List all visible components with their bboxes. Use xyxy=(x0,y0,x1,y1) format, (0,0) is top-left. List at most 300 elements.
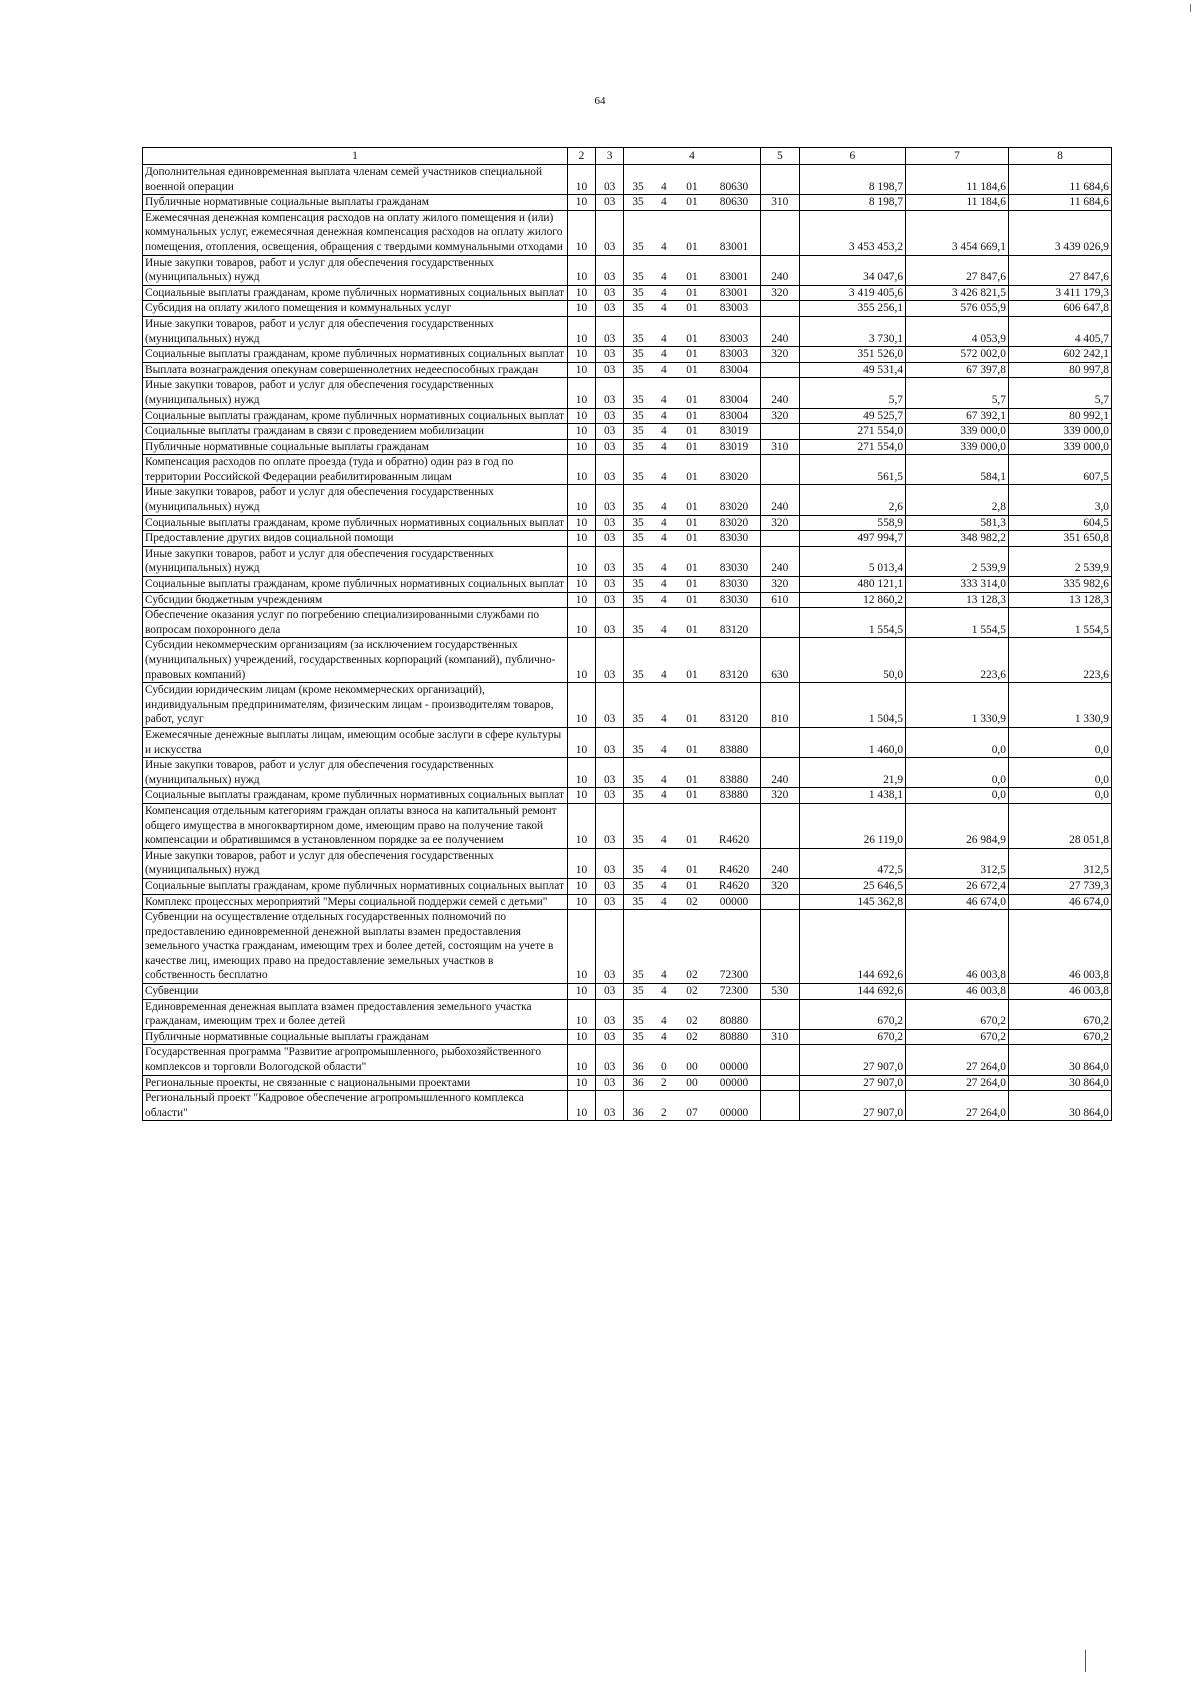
row-subprogram: 4 xyxy=(652,424,676,440)
row-amount-2: 67 397,8 xyxy=(906,362,1009,378)
row-section: 10 xyxy=(567,455,595,485)
row-amount-2: 581,3 xyxy=(906,515,1009,531)
row-amount-1: 8 198,7 xyxy=(799,195,905,211)
row-amount-1: 49 525,7 xyxy=(799,408,905,424)
row-amount-1: 1 438,1 xyxy=(799,788,905,804)
row-program: 35 xyxy=(624,984,652,1000)
header-col-6: 6 xyxy=(799,148,905,165)
row-direction: 00000 xyxy=(708,1091,760,1121)
row-amount-2: 584,1 xyxy=(906,455,1009,485)
table-row xyxy=(143,439,1112,455)
row-amount-3: 27 739,3 xyxy=(1008,878,1111,894)
row-program: 35 xyxy=(624,546,652,576)
row-event: 02 xyxy=(676,894,709,910)
row-name: Субсидии юридическим лицам (кроме некоммерческих организаций), индивидуальным предпринимателям, физическим лицам - производителям товаров, работ, услуг xyxy=(143,683,568,728)
row-amount-1: 5 013,4 xyxy=(799,546,905,576)
row-amount-1: 49 531,4 xyxy=(799,362,905,378)
row-subprogram: 4 xyxy=(652,848,676,878)
row-program: 36 xyxy=(624,1091,652,1121)
row-section: 10 xyxy=(567,362,595,378)
row-amount-2: 312,5 xyxy=(906,848,1009,878)
row-section: 10 xyxy=(567,878,595,894)
row-section: 10 xyxy=(567,546,595,576)
row-program: 35 xyxy=(624,316,652,346)
header-col-2: 2 xyxy=(567,148,595,165)
row-subsection: 03 xyxy=(596,984,624,1000)
row-subprogram: 4 xyxy=(652,577,676,593)
row-program: 35 xyxy=(624,683,652,728)
row-direction: R4620 xyxy=(708,803,760,848)
table-header xyxy=(143,148,1112,165)
row-name: Ежемесячные денежные выплаты лицам, имеющим особые заслуги в сфере культуры и искусства xyxy=(143,727,568,757)
row-event: 02 xyxy=(676,984,709,1000)
row-program: 35 xyxy=(624,894,652,910)
row-event: 01 xyxy=(676,285,709,301)
row-direction: 72300 xyxy=(708,910,760,984)
row-amount-1: 144 692,6 xyxy=(799,910,905,984)
row-direction: 83030 xyxy=(708,577,760,593)
table-row xyxy=(143,255,1112,285)
row-amount-2: 0,0 xyxy=(906,758,1009,788)
table-row xyxy=(143,485,1112,515)
row-section: 10 xyxy=(567,515,595,531)
row-subprogram: 4 xyxy=(652,301,676,317)
row-name: Иные закупки товаров, работ и услуг для обеспечения государственных (муниципальных) нужд xyxy=(143,848,568,878)
row-section: 10 xyxy=(567,316,595,346)
row-name: Предоставление других видов социальной помощи xyxy=(143,531,568,547)
row-program: 35 xyxy=(624,485,652,515)
row-direction: 83030 xyxy=(708,592,760,608)
row-amount-3: 670,2 xyxy=(1008,1029,1111,1045)
row-amount-3: 80 992,1 xyxy=(1008,408,1111,424)
row-event: 01 xyxy=(676,788,709,804)
table-body xyxy=(143,165,1112,1121)
row-event: 01 xyxy=(676,210,709,255)
row-amount-1: 480 121,1 xyxy=(799,577,905,593)
table-row xyxy=(143,999,1112,1029)
row-event: 01 xyxy=(676,878,709,894)
row-amount-3: 1 330,9 xyxy=(1008,683,1111,728)
row-section: 10 xyxy=(567,195,595,211)
row-event: 01 xyxy=(676,592,709,608)
row-amount-2: 26 984,9 xyxy=(906,803,1009,848)
row-subsection: 03 xyxy=(596,408,624,424)
row-direction: 83003 xyxy=(708,316,760,346)
row-name: Иные закупки товаров, работ и услуг для обеспечения государственных (муниципальных) нужд xyxy=(143,378,568,408)
row-name: Выплата вознаграждения опекунам совершеннолетних недееспособных граждан xyxy=(143,362,568,378)
table-row xyxy=(143,1075,1112,1091)
row-direction: 83004 xyxy=(708,362,760,378)
row-event: 00 xyxy=(676,1045,709,1075)
row-subsection: 03 xyxy=(596,347,624,363)
row-name: Социальные выплаты гражданам, кроме публичных нормативных социальных выплат xyxy=(143,577,568,593)
row-event: 01 xyxy=(676,638,709,683)
row-name: Иные закупки товаров, работ и услуг для обеспечения государственных (муниципальных) нужд xyxy=(143,758,568,788)
row-amount-3: 3 411 179,3 xyxy=(1008,285,1111,301)
row-amount-3: 2 539,9 xyxy=(1008,546,1111,576)
row-expense-type: 240 xyxy=(760,255,799,285)
row-subsection: 03 xyxy=(596,165,624,195)
row-section: 10 xyxy=(567,210,595,255)
row-subsection: 03 xyxy=(596,439,624,455)
row-amount-2: 46 003,8 xyxy=(906,984,1009,1000)
row-program: 35 xyxy=(624,195,652,211)
row-program: 35 xyxy=(624,848,652,878)
row-subsection: 03 xyxy=(596,546,624,576)
row-program: 35 xyxy=(624,285,652,301)
row-event: 00 xyxy=(676,1075,709,1091)
row-amount-2: 3 426 821,5 xyxy=(906,285,1009,301)
row-expense-type: 240 xyxy=(760,758,799,788)
row-subprogram: 4 xyxy=(652,408,676,424)
row-direction: 83003 xyxy=(708,347,760,363)
row-name: Социальные выплаты гражданам, кроме публичных нормативных социальных выплат xyxy=(143,878,568,894)
row-amount-3: 1 554,5 xyxy=(1008,608,1111,638)
row-expense-type: 530 xyxy=(760,984,799,1000)
row-name: Субсидии бюджетным учреждениям xyxy=(143,592,568,608)
row-event: 02 xyxy=(676,999,709,1029)
row-subprogram: 4 xyxy=(652,638,676,683)
row-section: 10 xyxy=(567,285,595,301)
row-expense-type: 320 xyxy=(760,788,799,804)
row-amount-2: 0,0 xyxy=(906,727,1009,757)
row-subprogram: 4 xyxy=(652,485,676,515)
row-subsection: 03 xyxy=(596,894,624,910)
table-row xyxy=(143,592,1112,608)
table-row xyxy=(143,910,1112,984)
row-amount-1: 271 554,0 xyxy=(799,439,905,455)
row-amount-3: 223,6 xyxy=(1008,638,1111,683)
row-section: 10 xyxy=(567,848,595,878)
row-direction: R4620 xyxy=(708,878,760,894)
row-amount-3: 46 674,0 xyxy=(1008,894,1111,910)
row-section: 10 xyxy=(567,1091,595,1121)
row-section: 10 xyxy=(567,1045,595,1075)
row-subsection: 03 xyxy=(596,531,624,547)
row-amount-1: 561,5 xyxy=(799,455,905,485)
row-subsection: 03 xyxy=(596,424,624,440)
table-row xyxy=(143,347,1112,363)
row-section: 10 xyxy=(567,1029,595,1045)
row-event: 01 xyxy=(676,758,709,788)
row-expense-type: 320 xyxy=(760,347,799,363)
row-amount-1: 1 554,5 xyxy=(799,608,905,638)
row-amount-2: 333 314,0 xyxy=(906,577,1009,593)
row-subsection: 03 xyxy=(596,878,624,894)
row-amount-2: 27 264,0 xyxy=(906,1075,1009,1091)
row-subsection: 03 xyxy=(596,301,624,317)
row-amount-3: 606 647,8 xyxy=(1008,301,1111,317)
row-section: 10 xyxy=(567,984,595,1000)
row-subsection: 03 xyxy=(596,1075,624,1091)
row-amount-2: 348 982,2 xyxy=(906,531,1009,547)
row-program: 36 xyxy=(624,1045,652,1075)
table-row xyxy=(143,424,1112,440)
row-amount-1: 8 198,7 xyxy=(799,165,905,195)
row-section: 10 xyxy=(567,378,595,408)
row-section: 10 xyxy=(567,165,595,195)
row-program: 35 xyxy=(624,515,652,531)
table-row xyxy=(143,788,1112,804)
row-amount-2: 27 847,6 xyxy=(906,255,1009,285)
table-row xyxy=(143,577,1112,593)
row-expense-type xyxy=(760,424,799,440)
row-direction: 80880 xyxy=(708,999,760,1029)
row-amount-2: 5,7 xyxy=(906,378,1009,408)
row-event: 01 xyxy=(676,848,709,878)
row-subsection: 03 xyxy=(596,455,624,485)
row-amount-1: 50,0 xyxy=(799,638,905,683)
row-subprogram: 4 xyxy=(652,803,676,848)
row-subsection: 03 xyxy=(596,577,624,593)
row-subprogram: 2 xyxy=(652,1075,676,1091)
row-event: 01 xyxy=(676,803,709,848)
row-amount-3: 602 242,1 xyxy=(1008,347,1111,363)
row-event: 01 xyxy=(676,165,709,195)
row-expense-type: 320 xyxy=(760,408,799,424)
row-amount-1: 12 860,2 xyxy=(799,592,905,608)
row-program: 35 xyxy=(624,1029,652,1045)
row-name: Субвенции на осуществление отдельных государственных полномочий по предоставлению единовременной денежной выплаты взамен предоставления земельного участка гражданам, имеющим трех и более детей, состоящим на учете в качестве лиц, имеющих право на предоставление земельных участков в собственность бесплатно xyxy=(143,910,568,984)
row-name: Единовременная денежная выплата взамен предоставления земельного участка гражданам, имеющим трех и более детей xyxy=(143,999,568,1029)
row-section: 10 xyxy=(567,803,595,848)
row-event: 01 xyxy=(676,683,709,728)
row-subprogram: 4 xyxy=(652,683,676,728)
row-amount-2: 4 053,9 xyxy=(906,316,1009,346)
row-amount-2: 1 330,9 xyxy=(906,683,1009,728)
row-subsection: 03 xyxy=(596,255,624,285)
row-program: 35 xyxy=(624,999,652,1029)
row-section: 10 xyxy=(567,910,595,984)
row-event: 01 xyxy=(676,608,709,638)
row-subsection: 03 xyxy=(596,788,624,804)
table-row xyxy=(143,455,1112,485)
row-direction: 83003 xyxy=(708,301,760,317)
row-event: 01 xyxy=(676,347,709,363)
table-row xyxy=(143,878,1112,894)
row-event: 01 xyxy=(676,301,709,317)
row-name: Публичные нормативные социальные выплаты гражданам xyxy=(143,439,568,455)
row-expense-type: 310 xyxy=(760,195,799,211)
row-direction: 83120 xyxy=(708,638,760,683)
row-amount-2: 1 554,5 xyxy=(906,608,1009,638)
row-amount-3: 46 003,8 xyxy=(1008,910,1111,984)
row-expense-type: 240 xyxy=(760,316,799,346)
row-program: 35 xyxy=(624,210,652,255)
row-amount-3: 30 864,0 xyxy=(1008,1075,1111,1091)
header-col-4: 4 xyxy=(624,148,761,165)
row-subprogram: 4 xyxy=(652,999,676,1029)
row-expense-type: 240 xyxy=(760,378,799,408)
table-row xyxy=(143,378,1112,408)
row-event: 01 xyxy=(676,546,709,576)
row-expense-type: 610 xyxy=(760,592,799,608)
row-amount-1: 558,9 xyxy=(799,515,905,531)
row-name: Публичные нормативные социальные выплаты гражданам xyxy=(143,1029,568,1045)
row-section: 10 xyxy=(567,592,595,608)
row-subprogram: 4 xyxy=(652,1029,676,1045)
row-expense-type xyxy=(760,301,799,317)
row-amount-3: 30 864,0 xyxy=(1008,1091,1111,1121)
header-col-5: 5 xyxy=(760,148,799,165)
row-name: Ежемесячная денежная компенсация расходов на оплату жилого помещения и (или) коммунальных услуг, ежемесячная денежная компенсация расходов на оплату жилого помещения, отопления, освещения, обращения с твердыми коммунальными отходами xyxy=(143,210,568,255)
row-name: Субвенции xyxy=(143,984,568,1000)
row-subprogram: 4 xyxy=(652,285,676,301)
table-row xyxy=(143,408,1112,424)
row-subprogram: 0 xyxy=(652,1045,676,1075)
row-subsection: 03 xyxy=(596,758,624,788)
row-name: Региональный проект "Кадровое обеспечение агропромышленного комплекса области" xyxy=(143,1091,568,1121)
row-amount-3: 0,0 xyxy=(1008,727,1111,757)
row-amount-2: 11 184,6 xyxy=(906,165,1009,195)
table-row xyxy=(143,1045,1112,1075)
row-subsection: 03 xyxy=(596,592,624,608)
row-direction: 72300 xyxy=(708,984,760,1000)
row-event: 01 xyxy=(676,195,709,211)
scan-mark-top xyxy=(1190,4,1191,12)
row-section: 10 xyxy=(567,485,595,515)
row-amount-2: 27 264,0 xyxy=(906,1091,1009,1121)
header-col-7: 7 xyxy=(906,148,1009,165)
row-event: 01 xyxy=(676,408,709,424)
row-amount-3: 11 684,6 xyxy=(1008,165,1111,195)
table-row xyxy=(143,301,1112,317)
row-subprogram: 4 xyxy=(652,165,676,195)
row-subprogram: 4 xyxy=(652,362,676,378)
row-amount-2: 11 184,6 xyxy=(906,195,1009,211)
row-program: 35 xyxy=(624,347,652,363)
table-row xyxy=(143,638,1112,683)
row-amount-2: 46 003,8 xyxy=(906,910,1009,984)
row-section: 10 xyxy=(567,301,595,317)
row-subprogram: 4 xyxy=(652,439,676,455)
row-amount-3: 335 982,6 xyxy=(1008,577,1111,593)
row-direction: 00000 xyxy=(708,1075,760,1091)
row-subprogram: 4 xyxy=(652,378,676,408)
row-subsection: 03 xyxy=(596,485,624,515)
row-direction: 83004 xyxy=(708,378,760,408)
row-amount-3: 5,7 xyxy=(1008,378,1111,408)
row-subprogram: 4 xyxy=(652,210,676,255)
row-subprogram: 4 xyxy=(652,894,676,910)
row-direction: 83001 xyxy=(708,210,760,255)
row-program: 35 xyxy=(624,788,652,804)
row-subprogram: 4 xyxy=(652,531,676,547)
row-subsection: 03 xyxy=(596,848,624,878)
table-row xyxy=(143,195,1112,211)
row-expense-type: 320 xyxy=(760,878,799,894)
row-program: 35 xyxy=(624,165,652,195)
row-program: 35 xyxy=(624,301,652,317)
row-amount-3: 3,0 xyxy=(1008,485,1111,515)
row-event: 01 xyxy=(676,485,709,515)
row-direction: 83020 xyxy=(708,485,760,515)
row-amount-2: 670,2 xyxy=(906,999,1009,1029)
row-expense-type xyxy=(760,608,799,638)
row-name: Дополнительная единовременная выплата членам семей участников специальной военной операции xyxy=(143,165,568,195)
row-section: 10 xyxy=(567,638,595,683)
row-expense-type xyxy=(760,210,799,255)
row-name: Региональные проекты, не связанные с национальными проектами xyxy=(143,1075,568,1091)
header-row xyxy=(143,148,1112,165)
row-amount-3: 13 128,3 xyxy=(1008,592,1111,608)
header-col-3: 3 xyxy=(596,148,624,165)
header-col-8: 8 xyxy=(1008,148,1111,165)
row-subsection: 03 xyxy=(596,316,624,346)
row-direction: 80880 xyxy=(708,1029,760,1045)
row-program: 35 xyxy=(624,439,652,455)
row-name: Социальные выплаты гражданам, кроме публичных нормативных социальных выплат xyxy=(143,285,568,301)
table-row xyxy=(143,803,1112,848)
row-event: 01 xyxy=(676,362,709,378)
row-subprogram: 4 xyxy=(652,316,676,346)
row-name: Государственная программа "Развитие агропромышленного, рыбохозяйственного комплексов и торговли Вологодской области" xyxy=(143,1045,568,1075)
row-amount-3: 3 439 026,9 xyxy=(1008,210,1111,255)
page-number: 64 xyxy=(594,95,606,107)
row-amount-2: 27 264,0 xyxy=(906,1045,1009,1075)
scan-mark-bottom xyxy=(1085,1650,1086,1672)
row-expense-type xyxy=(760,1045,799,1075)
row-amount-3: 0,0 xyxy=(1008,788,1111,804)
row-amount-1: 26 119,0 xyxy=(799,803,905,848)
table-row xyxy=(143,362,1112,378)
row-amount-2: 67 392,1 xyxy=(906,408,1009,424)
table-row xyxy=(143,515,1112,531)
row-section: 10 xyxy=(567,999,595,1029)
row-subsection: 03 xyxy=(596,285,624,301)
row-amount-3: 604,5 xyxy=(1008,515,1111,531)
row-subsection: 03 xyxy=(596,803,624,848)
row-name: Иные закупки товаров, работ и услуг для обеспечения государственных (муниципальных) нужд xyxy=(143,316,568,346)
row-subprogram: 4 xyxy=(652,546,676,576)
budget-table xyxy=(142,147,1112,1121)
row-name: Социальные выплаты гражданам, кроме публичных нормативных социальных выплат xyxy=(143,788,568,804)
row-expense-type xyxy=(760,362,799,378)
row-direction: 83019 xyxy=(708,424,760,440)
row-direction: 00000 xyxy=(708,894,760,910)
row-program: 35 xyxy=(624,408,652,424)
row-program: 35 xyxy=(624,378,652,408)
row-direction: 83120 xyxy=(708,608,760,638)
row-subprogram: 4 xyxy=(652,878,676,894)
row-name: Иные закупки товаров, работ и услуг для обеспечения государственных (муниципальных) нужд xyxy=(143,255,568,285)
row-event: 01 xyxy=(676,424,709,440)
row-program: 35 xyxy=(624,531,652,547)
row-amount-2: 670,2 xyxy=(906,1029,1009,1045)
row-amount-3: 80 997,8 xyxy=(1008,362,1111,378)
row-name: Социальные выплаты гражданам, кроме публичных нормативных социальных выплат xyxy=(143,515,568,531)
row-amount-1: 27 907,0 xyxy=(799,1075,905,1091)
row-subprogram: 4 xyxy=(652,592,676,608)
row-section: 10 xyxy=(567,424,595,440)
row-subsection: 03 xyxy=(596,210,624,255)
row-subsection: 03 xyxy=(596,727,624,757)
row-subsection: 03 xyxy=(596,195,624,211)
row-amount-2: 2 539,9 xyxy=(906,546,1009,576)
row-name: Социальные выплаты гражданам, кроме публичных нормативных социальных выплат xyxy=(143,408,568,424)
row-section: 10 xyxy=(567,788,595,804)
row-section: 10 xyxy=(567,683,595,728)
row-section: 10 xyxy=(567,347,595,363)
row-section: 10 xyxy=(567,1075,595,1091)
row-amount-2: 46 674,0 xyxy=(906,894,1009,910)
row-amount-2: 3 454 669,1 xyxy=(906,210,1009,255)
row-amount-1: 497 994,7 xyxy=(799,531,905,547)
row-subsection: 03 xyxy=(596,1029,624,1045)
row-amount-3: 46 003,8 xyxy=(1008,984,1111,1000)
row-amount-3: 670,2 xyxy=(1008,999,1111,1029)
row-amount-3: 339 000,0 xyxy=(1008,424,1111,440)
